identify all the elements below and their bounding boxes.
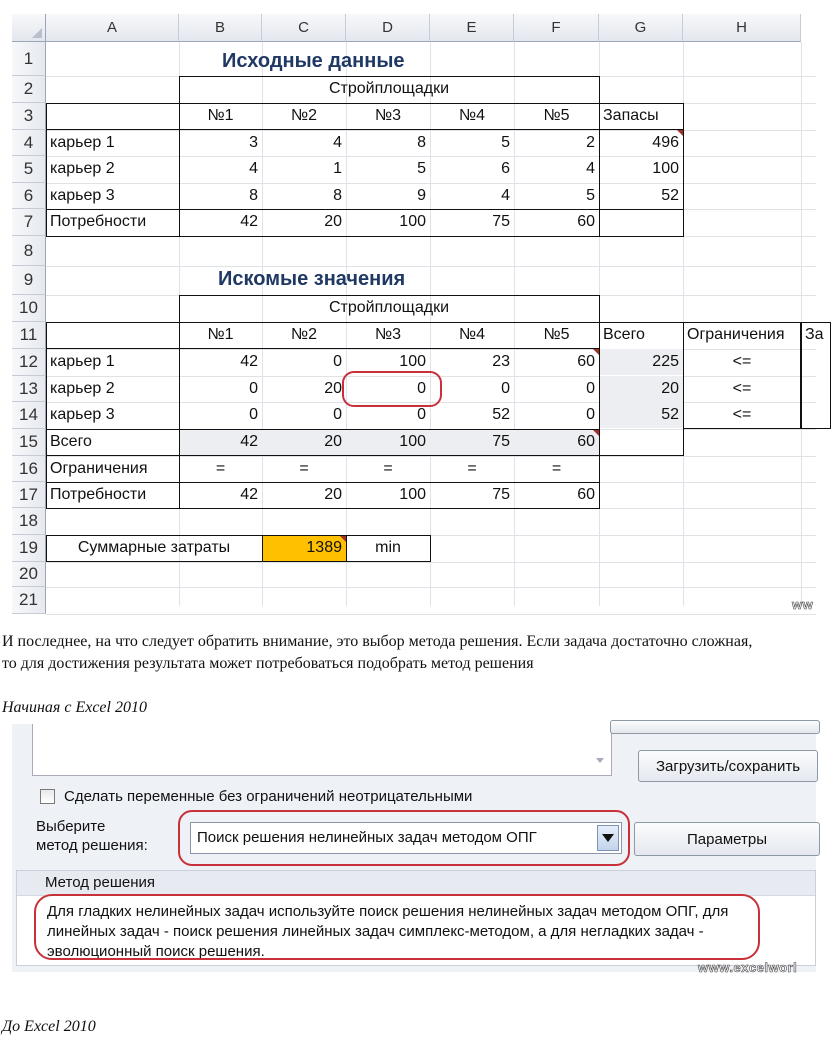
cost-cell[interactable]: 5 (586, 187, 595, 204)
solver-dialog (12, 724, 816, 975)
nonnegative-label: Сделать переменные без ограничений неотрицательными (64, 788, 473, 805)
row-header[interactable]: 18 (12, 508, 46, 535)
cost-cell[interactable]: 4 (501, 187, 510, 204)
shipment-cell[interactable]: 0 (249, 406, 258, 423)
row-header[interactable]: 20 (12, 562, 46, 587)
row-header[interactable]: 3 (12, 103, 46, 130)
quarry-label: карьер 3 (50, 406, 115, 423)
shipment-cell[interactable]: 0 (586, 380, 595, 397)
total-cell[interactable]: 225 (599, 349, 683, 375)
shipment-cell[interactable]: 52 (492, 406, 510, 423)
shipment-cell[interactable]: 0 (249, 380, 258, 397)
method-select[interactable] (190, 822, 622, 854)
need-cell[interactable]: 75 (492, 486, 510, 503)
constraint-cell[interactable]: = (467, 460, 477, 477)
need-cell[interactable]: 60 (577, 213, 595, 230)
row-header[interactable]: 9 (12, 266, 46, 295)
desc-line-1: Для гладких нелинейных задач используйте поиск решения нелинейных задач методом ОПГ, для (47, 903, 729, 920)
shipment-cell[interactable]: 42 (240, 353, 258, 370)
label-needs: Потребности (50, 213, 147, 230)
header-cut: За (805, 326, 824, 343)
cost-cell[interactable]: 5 (417, 160, 426, 177)
row-header[interactable]: 17 (12, 482, 46, 508)
column-header[interactable]: F (514, 14, 599, 42)
constraint-cell[interactable]: = (383, 460, 393, 477)
shipment-cell[interactable]: 23 (492, 353, 510, 370)
column-header[interactable]: C (262, 14, 346, 42)
cell-goal: min (375, 539, 401, 556)
title-source-data: Исходные данные (222, 49, 405, 72)
constraint-cell[interactable]: = (215, 460, 226, 477)
constraint-cell[interactable]: <= (732, 353, 752, 370)
watermark-top: ww (792, 597, 814, 612)
header-stroy-1: Стройплощадки (328, 80, 450, 97)
select-all-corner[interactable] (12, 14, 46, 42)
row-header[interactable]: 14 (12, 402, 46, 429)
cost-cell[interactable]: 8 (333, 187, 342, 204)
need-cell[interactable]: 60 (577, 486, 595, 503)
quarry-label: карьер 2 (50, 160, 115, 177)
label-ogranicheniya: Ограничения (50, 460, 148, 477)
column-header[interactable]: A (46, 14, 179, 42)
site-header: №5 (543, 326, 570, 343)
header-stroy-2: Стройплощадки (328, 299, 450, 316)
header-vsego: Всего (603, 326, 645, 343)
header-ogranicheniya: Ограничения (687, 326, 785, 343)
shipment-cell[interactable]: 0 (333, 406, 342, 423)
shipment-cell[interactable]: 0 (333, 353, 342, 370)
row-header[interactable]: 10 (12, 295, 46, 322)
cost-cell[interactable]: 4 (333, 134, 342, 151)
row-header[interactable]: 6 (12, 183, 46, 209)
cost-cell[interactable]: 3 (249, 134, 258, 151)
need-cell[interactable]: 20 (324, 486, 342, 503)
need-cell[interactable]: 42 (240, 213, 258, 230)
cost-cell[interactable]: 8 (249, 187, 258, 204)
cost-cell[interactable]: 4 (249, 160, 258, 177)
watermark-bottom: www.excelworl (698, 960, 798, 975)
shipment-cell[interactable]: 0 (586, 406, 595, 423)
cost-cell[interactable]: 1 (333, 160, 342, 177)
row-header[interactable]: 16 (12, 456, 46, 482)
cost-cell[interactable]: 9 (417, 187, 426, 204)
constraint-cell[interactable]: = (551, 460, 562, 477)
site-header: №1 (207, 326, 234, 343)
spreadsheet (12, 14, 824, 612)
shipment-cell[interactable]: 0 (417, 406, 426, 423)
column-header[interactable]: B (179, 14, 262, 42)
site-header: №4 (458, 326, 486, 343)
label-needs-2: Потребности (50, 486, 147, 503)
row-header[interactable]: 8 (12, 236, 46, 266)
load-save-button[interactable]: Загрузить/сохранить (638, 750, 818, 782)
caption-before-2010: До Excel 2010 (2, 1018, 96, 1035)
cost-cell[interactable]: 4 (586, 160, 595, 177)
stock-cell[interactable]: 52 (661, 187, 679, 204)
header-zapasy: Запасы (603, 107, 659, 124)
top-button-edge[interactable] (610, 720, 820, 734)
need-cell[interactable]: 42 (240, 486, 258, 503)
shipment-cell[interactable]: 100 (399, 353, 426, 370)
quarry-label: карьер 1 (50, 353, 115, 370)
row-header[interactable]: 15 (12, 429, 46, 456)
need-cell[interactable]: 20 (324, 213, 342, 230)
site-header: №5 (543, 107, 570, 124)
column-header[interactable]: D (346, 14, 430, 42)
row-header[interactable]: 1 (12, 42, 46, 76)
site-header: №4 (458, 107, 486, 124)
quarry-label: карьер 2 (50, 380, 115, 397)
total-cell[interactable]: 20 (599, 376, 683, 402)
site-header: №3 (374, 107, 402, 124)
quarry-label: карьер 1 (50, 134, 115, 151)
total-cell[interactable]: 52 (599, 402, 683, 428)
cell-total-cost[interactable]: 1389 (262, 535, 346, 561)
paragraph-line-1: И последнее, на что следует обратить внимание, это выбор метода решения. Если задача достаточно сложная, (2, 633, 753, 650)
row-header[interactable]: 12 (12, 349, 46, 376)
cost-cell[interactable]: 8 (417, 134, 426, 151)
method-group-title: Метод решения (45, 874, 155, 891)
dropdown-arrow-icon[interactable] (597, 825, 619, 851)
params-button[interactable]: Параметры (634, 822, 820, 856)
need-cell[interactable]: 75 (492, 213, 510, 230)
stock-cell[interactable]: 496 (652, 134, 679, 151)
row-header[interactable]: 5 (12, 156, 46, 183)
site-header: №2 (290, 107, 318, 124)
row-header[interactable]: 2 (12, 76, 46, 103)
shipment-cell[interactable]: 60 (577, 353, 595, 370)
constraint-cell[interactable]: <= (732, 380, 752, 397)
caption-excel-2010: Начиная с Excel 2010 (2, 699, 147, 716)
need-cell[interactable]: 100 (399, 213, 426, 230)
constraint-cell[interactable]: <= (732, 406, 752, 423)
method-description-group (16, 870, 816, 966)
title-result-values: Искомые значения (218, 267, 406, 290)
column-header[interactable]: E (430, 14, 514, 42)
desc-line-3: эволюционный поиск решения. (47, 943, 265, 960)
nonnegative-checkbox[interactable] (40, 789, 55, 804)
column-total-cell[interactable]: 100 (346, 429, 430, 455)
method-label-1: Выберите (36, 818, 106, 835)
row-header[interactable]: 13 (12, 376, 46, 402)
method-label-2: метод решения: (36, 837, 148, 854)
shipment-cell[interactable]: 0 (501, 380, 510, 397)
constraints-list[interactable] (32, 724, 612, 776)
column-total-cell[interactable]: 60 (514, 429, 599, 455)
shipment-cell[interactable]: 0 (417, 380, 426, 397)
shipment-cell[interactable]: 20 (324, 380, 342, 397)
quarry-label: карьер 3 (50, 187, 115, 204)
column-header[interactable]: G (599, 14, 683, 42)
column-total-cell[interactable]: 42 (179, 429, 262, 455)
site-header: №1 (207, 107, 234, 124)
row-header[interactable]: 21 (12, 587, 46, 614)
column-header[interactable]: H (683, 14, 801, 42)
stock-cell[interactable]: 100 (652, 160, 679, 177)
site-header: №2 (290, 326, 318, 343)
cost-cell[interactable]: 2 (586, 134, 595, 151)
row-header[interactable]: 19 (12, 535, 46, 562)
need-cell[interactable]: 100 (399, 486, 426, 503)
cost-cell[interactable]: 6 (501, 160, 510, 177)
column-total-cell[interactable]: 20 (262, 429, 346, 455)
label-total-cost: Суммарные затраты (77, 539, 231, 556)
row-header[interactable]: 4 (12, 130, 46, 156)
desc-line-2: линейных задач - поиск решения линейных задач симплекс-методом, а для негладких задач - (47, 923, 704, 940)
constraint-cell[interactable]: = (299, 460, 309, 477)
row-header[interactable]: 11 (12, 322, 46, 349)
label-vsego: Всего (50, 433, 92, 450)
paragraph-line-2: то для достижения результата может потребоваться подобрать метод решения (2, 655, 534, 672)
row-header[interactable]: 7 (12, 209, 46, 236)
cost-cell[interactable]: 5 (501, 134, 510, 151)
method-select-value: Поиск решения нелинейных задач методом ОПГ (197, 829, 537, 846)
scroll-down-icon[interactable] (593, 728, 607, 768)
site-header: №3 (374, 326, 402, 343)
column-total-cell[interactable]: 75 (430, 429, 514, 455)
